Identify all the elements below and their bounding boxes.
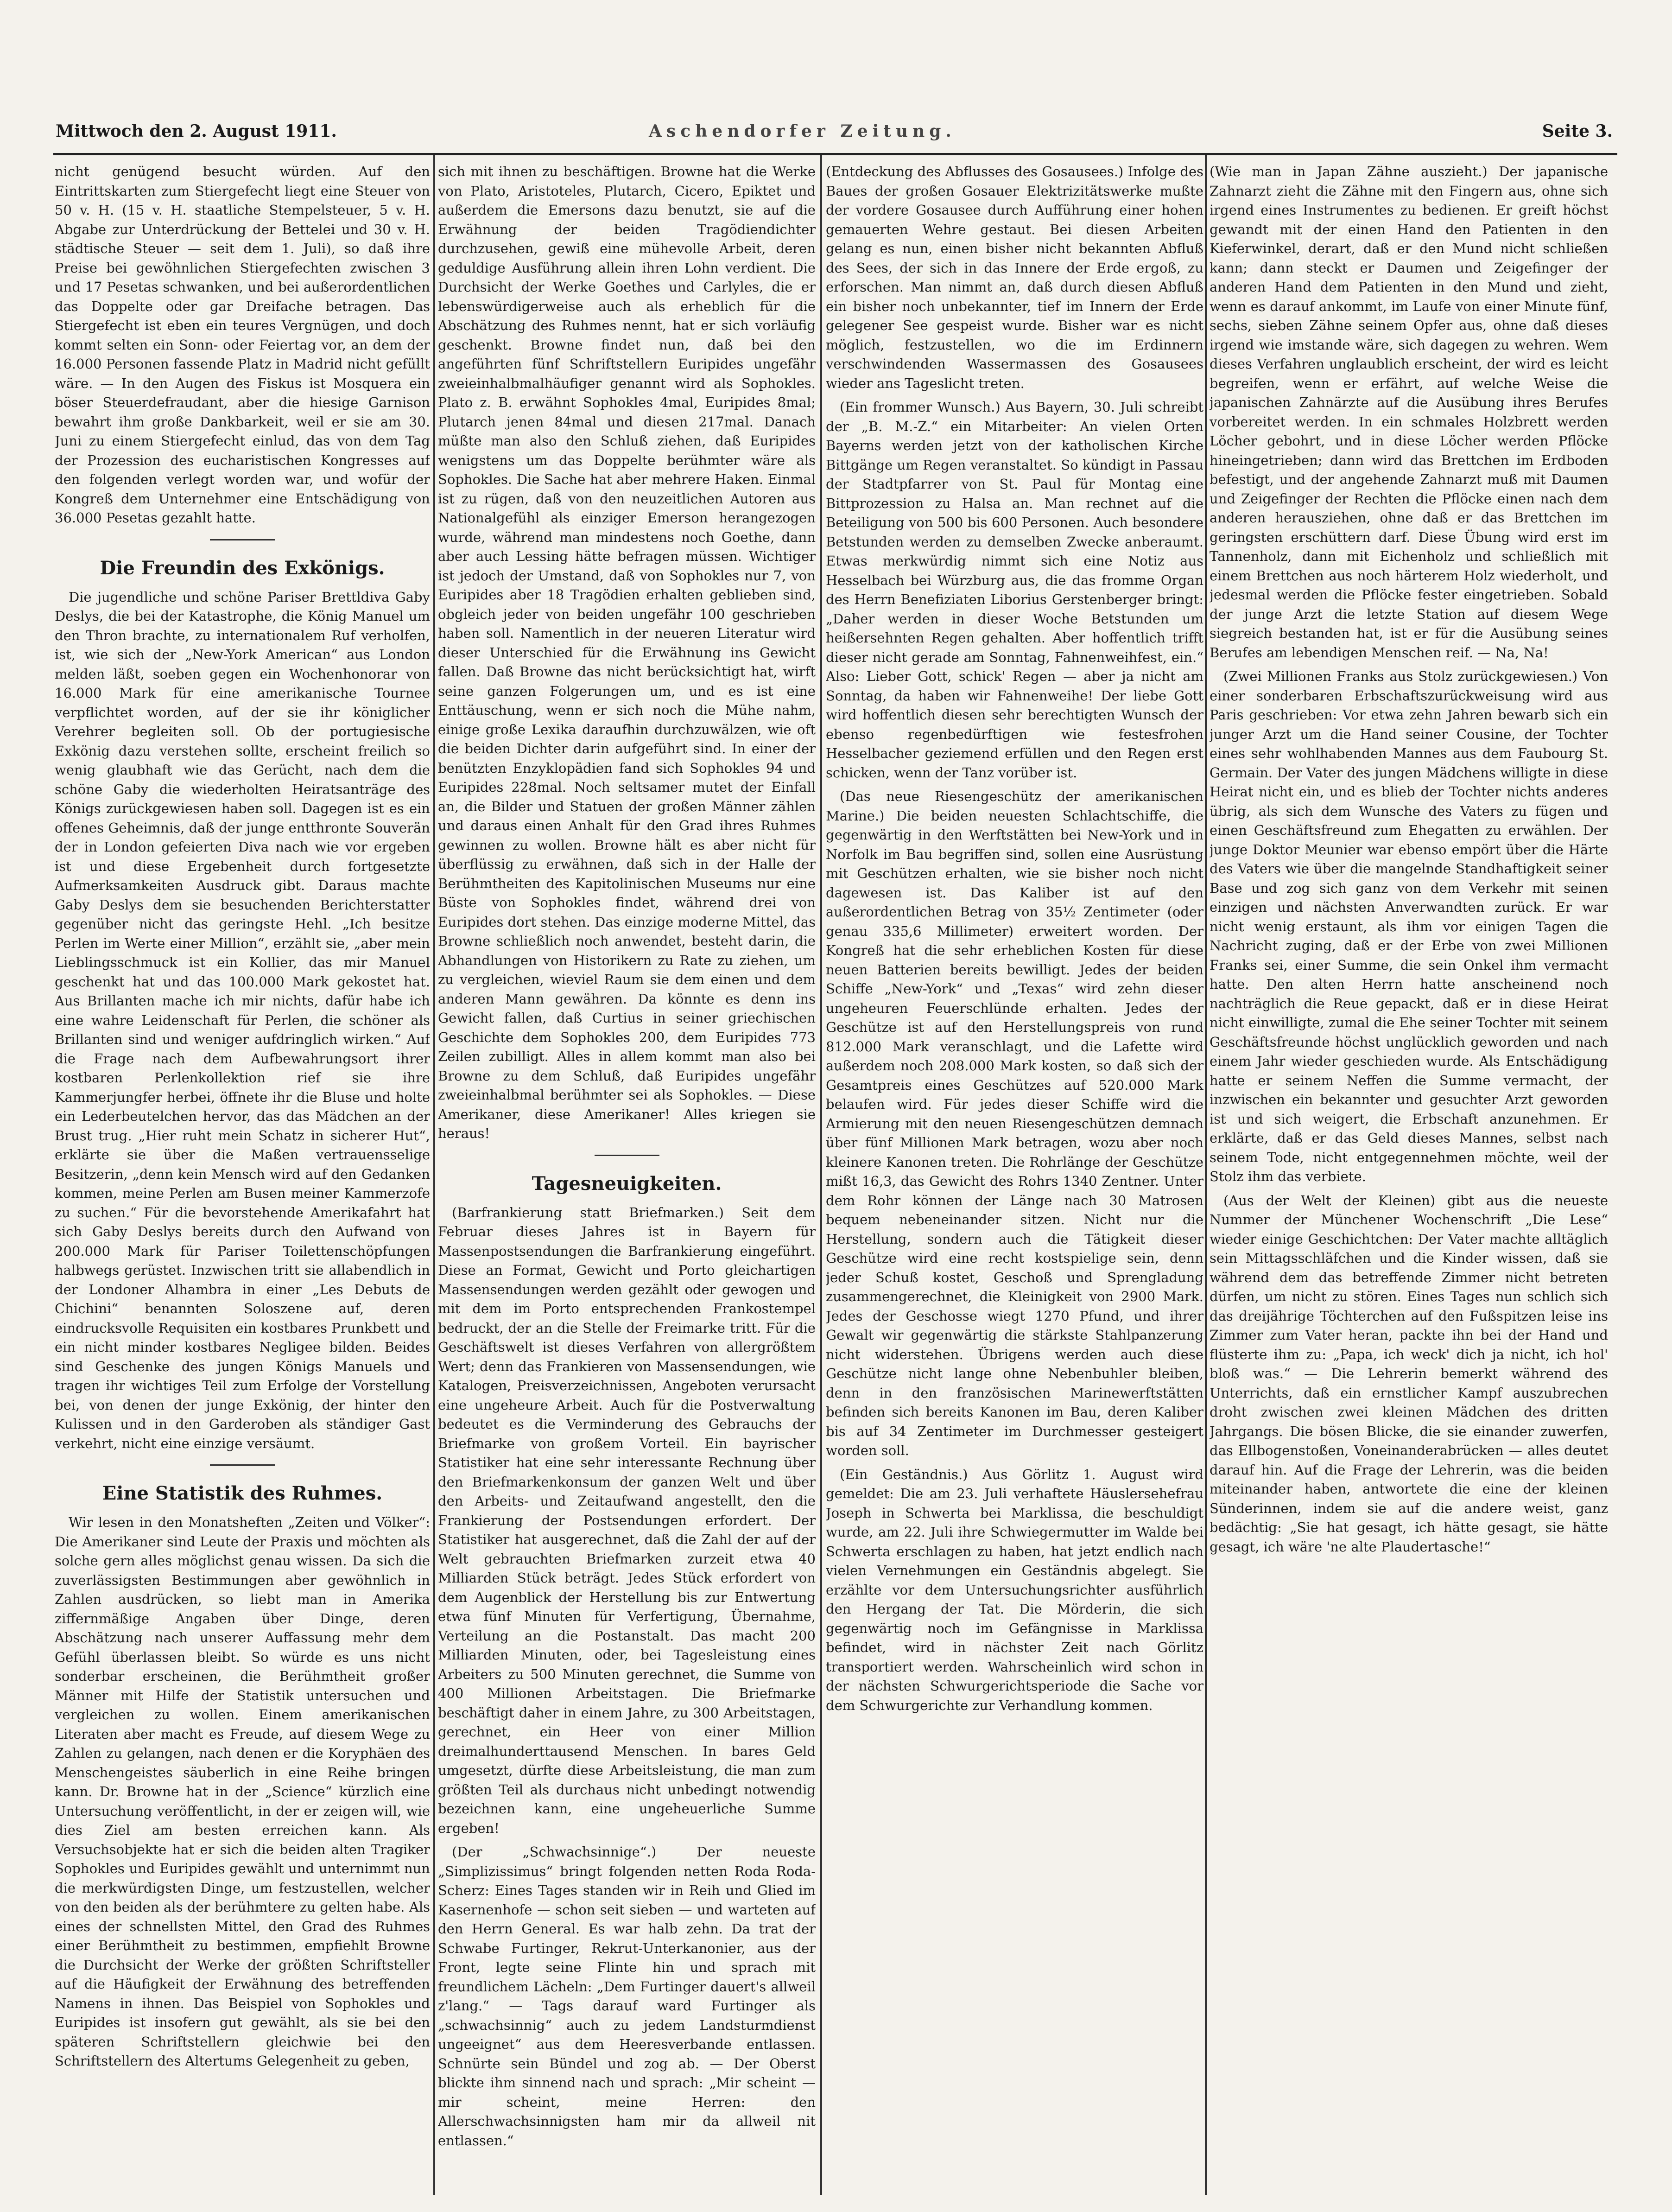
article-separator <box>595 1155 659 1156</box>
page-header <box>56 121 1613 149</box>
article-giant-gun: (Das neue Riesengeschütz der amerikanischen Marine.) Die beiden neuesten Schlachtschiffe, die gegenwärtig in den Werftstätten bei New-York und in Norfolk im Bau begriffen sind, sollen eine Ausrüstung mit Geschützen erhalten, wie sie bisher noch nicht dagewesen ist. Das Kaliber ist auf den außerordentlichen Betrag von 35½ Zentimeter (oder genau 335,6 Millimeter) erweitert worden. Der Kongreß hat die sehr erheblichen Kosten für diese neuen Batterien bereits bewilligt. Jedes der beiden Schiffe „New-York“ und „Texas“ wird zehn dieser ungeheuren Feuerschlünde erhalten. Jedes der Geschütze ist auf den Herstellungspreis von rund 812.000 Mark veranschlagt, und die Lafette wird außerdem noch 208.000 Mark kosten, so daß sich der Gesamtpreis eines Geschützes auf 520.000 Mark belaufen wird. Für jedes dieser Schiffe wird die Armierung mit den neuen Riesengeschützen demnach über fünf Millionen Mark betragen, wozu aber noch kleinere Kanonen treten. Die Rohrlänge der Geschütze mißt 16,3, das Gewicht des Rohrs 1340 Zentner. Unter dem Rohr können der Länge nach 30 Matrosen bequem nebeneinander sitzen. Nicht nur die Herstellung, sondern auch die Tätigkeit dieser Geschütze wird eine recht kostspielige sein, denn jeder Schuß kostet, Geschoß und Sprengladung zusammengerechnet, die Kleinigkeit von 2900 Mark. Jedes der Geschosse wiegt 1270 Pfund, und ihrer Gewalt wir gegenwärtig die stärkste Stahlpanzerung nicht widerstehen. Übrigens werden auch diese Geschütze nicht lange ohne Nebenbuhler bleiben, denn in den französischen Marinewerftstätten befinden sich bereits Kanonen im Bau, deren Kaliber bis auf 34 Zentimeter im Durchmesser gesteigert worden soll. <box>826 788 1203 1458</box>
article-feeble-minded: (Der „Schwachsinnige“.) Der neueste „Simplizissimus“ bringt folgenden netten Roda Roda-Scherz: Eines Tages standen wir in Reih und Glied im Kasernenhofe — schon seit sieben — und warteten auf den Herrn General. Es war halb zehn. Da trat der Schwabe Furtinger, Rekrut-Unterkanonier, aus der Front, legte seine Flinte hin und sprach mit freundlichem Lächeln: „Dem Furtinger dauert's allweil z'lang.“ — Tags darauf ward Furtinger als „schwachsinnig“ auch zu jedem Landsturmdienst ungeeignet“ aus dem Heeresverbande entlassen. Schnürte sein Bündel und zog ab. — Der Oberst blickte ihm sinnend nach und sprach: „Mir scheint — mir scheint, meine Herren: den Allerschwachsinnigsten ham mir da allweil nit entlassen.“ <box>438 1844 816 2148</box>
column-4 <box>1210 162 1608 2193</box>
headline-fame-statistics: Eine Statistik des Ruhmes. <box>102 1482 383 1504</box>
column-2 <box>438 162 816 2193</box>
article-fame-statistics: Wir lesen in den Monatsheften „Zeiten und Völker“: Die Amerikaner sind Leute der Praxis und möchten als solche gern alles möglichst genau wissen. Da sich die zuverlässigsten Bestimmungen aber gewöhnlich in Zahlen ausdrücken, so liebt man in Amerika ziffernmäßige Angaben über Dinge, deren Abschätzung nach unserer Auffassung mehr dem Gefühl überlassen bleibt. So würde es uns nicht sonderbar erscheinen, die Berühmtheit großer Männer mit Hilfe der Statistik untersuchen und vergleichen zu wollen. Einem amerikanischen Literaten aber macht es Freude, auf diesem Wege zu Zahlen zu gelangen, nach denen er die Koryphäen des Menschengeistes säuberlich in eine Reihe bringen kann. Dr. Browne hat in der „Science“ kürzlich eine Untersuchung veröffentlicht, in der er zeigen will, wie dies Ziel am besten erreichen kann. Als Versuchsobjekte hat er sich die beiden alten Tragiker Sophokles und Euripides gewählt und unternimmt nun die merkwürdigsten Dinge, um festzustellen, welcher von den beiden als der berühmtere zu gelten habe. Als eines der schnellsten Mittel, den Grad des Ruhmes einer Berühmtheit zu bestimmen, empfiehlt Browne die Durchsicht der Werke der größten Schriftsteller auf die Häufigkeit der Erwähnung des betreffenden Namens in ihnen. Das Beispiel von Sophokles und Euripides ist insofern gut gewählt, als sie bei den späteren Schriftstellern gleichwie bei den Schriftstellern des Altertums Gelegenheit zu geben, <box>55 1514 430 2069</box>
article-gosau-lake: (Entdeckung des Abflusses des Gosausees.) Infolge des Baues der großen Gosauer Elektrizitätswerke mußte der vordere Gosausee durch Aufführung einer hohen gemauerten Wehre gestaut. Bei diesen Arbeiten gelang es nun, einen bisher nicht bekannten Abfluß des Sees, der sich in das Innere der Erde ergoß, zu erforschen. Man nimmt an, daß durch diesen Abfluß ein bisher noch unbekannter, tief im Innern der Erde gelegener See gespeist wurde. Bisher war es nicht möglich, festzustellen, wo die im Erdinnern verschwindenden Wassermassen des Gosausees wieder ans Tageslicht treten. <box>826 164 1203 391</box>
article-little-ones: (Aus der Welt der Kleinen) gibt aus die neueste Nummer der Münchener Wochenschrift „Die Lese“ wieder einige Geschichtchen: Der Vater machte alltäglich sein Mittagsschläfchen und die Kinder wissen, daß sie während dem das betreffende Zimmer nicht betreten dürfen, um nicht zu stören. Eines Tages nun schlich sich das dreijährige Töchterchen auf den Fußspitzen leise ins Zimmer zum Vater heran, packte ihn bei der Hand und flüsterte ihm zu: „Papa, ich weck' dich ja nicht, ich hol' bloß was.“ — Die Lehrerin bemerkt während des Unterrichts, daß ein ernstlicher Kampf auszubrechen droht zwischen zwei kleinen Mädchen des dritten Jahrgangs. Die bösen Blicke, die sie einander zuwerfen, das Ellbogenstoßen, Voneinanderabrücken — alles deutet darauf hin. Auf die Frage der Lehrerin, was die beiden miteinander haben, antwortete die eine der kleinen Sünderinnen, indem sie auf die andere weist, ganz bedächtig: „Sie hat gesagt, ich hätte gesagt, sie hätte gesagt, ich wäre 'ne alte Plaudertasche!“ <box>1210 1192 1608 1555</box>
article-ex-king: Die jugendliche und schöne Pariser Brettldiva Gaby Deslys, die bei der Katastrophe, die König Manuel um den Thron brachte, zu internationalem Ruf verholfen, ist, wie sich der „New-York American“ aus London melden läßt, soeben gegen ein Wochenhonorar von 16.000 Mark für eine amerikanische Tournee verpflichtet worden, auf der sie ihr königlicher Verehrer begleiten soll. Ob der portugiesische Exkönig dazu verstehen sollte, erscheint freilich so wenig glaubhaft wie das Gerücht, nach dem die schöne Gaby die wiederholten Heiratsanträge des Königs zurückgewiesen haben soll. Dagegen ist es ein offenes Geheimnis, daß der junge entthronte Souverän der in London gefeierten Diva nach wie vor ergeben ist und diese Ergebenheit durch fortgesetzte Aufmerksamkeiten Ausdruck gibt. Daraus machte Gaby Deslys dem sie besuchenden Berichterstatter gegenüber nicht das geringste Hehl. „Ich besitze Perlen im Werte einer Million“, erzählt sie, „aber mein Lieblingsschmuck ist ein Kollier, das mir Manuel geschenkt hat und das 100.000 Mark gekostet hat. Aus Brillanten mache ich mir nichts, dafür habe ich eine wahre Leidenschaft für Perlen, die schöner als Brillanten sind und weniger aufdringlich wirken.“ Auf die Frage nach dem Aufbewahrungsort ihrer kostbaren Perlenkollektion rief sie ihre Kammerjungfer herbei, öffnete ihr die Bluse und holte ein Lederbeutelchen hervor, das das Mädchen an der Brust trug. „Hier ruht mein Schatz in sicherer Hut“, erklärte sie über die Maßen vertrauensselige Besitzerin, „denn kein Mensch wird auf den Gedanken kommen, meine Perlen am Busen meiner Kammerzofe zu suchen.“ Für die bevorstehende Amerikafahrt hat sich Gaby Deslys bereits durch den Aufwand von 200.000 Mark für Pariser Toilettenschöpfungen halbwegs gerüstet. Inzwischen tritt sie allabendlich in der Londoner Alhambra in einer „Les Debuts de Chichini“ benannten Soloszene auf, deren eindrucksvolle Requisiten ein kostbares Prunkbett und ein nicht minder kostbares Negligee bilden. Beides sind Geschenke des jungen Königs Manuels und tragen ihr wichtiges Teil zum Erfolge der Vorstellung bei, von denen der junge Exkönig, der hinter den Kulissen und in den Garderoben als ständiger Gast verkehrt, nicht eine einzige versäumt. <box>55 589 430 1451</box>
article-pious-wish: (Ein frommer Wunsch.) Aus Bayern, 30. Juli schreibt der „B. M.-Z.“ ein Mitarbeiter: An vielen Orten Bayerns werden jetzt von der katholischen Kirche Bittgänge um Regen veranstaltet. So kündigt in Passau der Stadtpfarrer von St. Paul für Montag eine Bittprozession zu Halsa an. Man rechnet auf die Beteiligung von 500 bis 600 Personen. Auch besondere Betstunden werden zu demselben Zwecke anberaumt. Etwas merkwürdig nimmt sich eine Notiz aus Hesselbach bei Würzburg aus, die das fromme Organ des Herrn Benefiziaten Liborius Gerstenberger bringt: „Daher werden in dieser Woche Betstunden um heißersehnten Regen gehalten. Aber hoffentlich trifft dieser nicht gerade am Sonntag, Fahnenweihfest, ein.“ Also: Lieber Gott, schick' Regen — aber ja nicht am Sonntag, da haben wir Fahnenweihe! Der liebe Gott wird hoffentlich diesen sehr berechtigten Wunsch der ebenso regenbedürftigen wie festesfrohen Hesselbacher geziemend erfüllen und den Regen erst schicken, wenn der Tanz vorüber ist. <box>826 399 1203 781</box>
article-japan-teeth: (Wie man in Japan Zähne auszieht.) Der japanische Zahnarzt zieht die Zähne mit den Fingern aus, ohne sich irgend eines Instrumentes zu bedienen. Er greift höchst gewandt mit der einen Hand den Patienten in den Kieferwinkel, derart, daß er den Mund nicht schließen kann; dann steckt er Daumen und Zeigefinger der anderen Hand dem Patienten in den Mund und zieht, wenn es darauf ankommt, im Laufe von einer Minute fünf, sechs, sieben Zähne seinem Opfer aus, ohne daß dieses irgend wie imstande wäre, sich dagegen zu wehren. Wem dieses Verfahren unglaublich erscheint, der wird es leicht begreifen, wenn er erfährt, auf welche Weise die japanischen Zahnärzte auf die Ausübung ihres Berufes vorbereitet werden. In ein schmales Holzbrett werden Löcher gebohrt, und in diese Löcher werden Pflöcke hineingetrieben; dann wird das Brettchen im Erdboden befestigt, und der angehende Zahnarzt muß mit Daumen und Zeigefinger der Rechten die Pflöcke einen nach dem anderen herausziehen, ohne daß er das Brettchen im geringsten erschüttern darf. Diese Übung wird erst im Tannenholz, dann mit Eichenholz und schließlich mit einem Brettchen aus noch härterem Holz wiederholt, und jedesmal werden die Pflöcke fester eingetrieben. Sobald der junge Arzt die letzte Station auf diesem Wege siegreich bestanden hat, ist er für die Ausübung seines Berufes am lebendigen Menschen reif. — Na, Na! <box>1210 164 1608 661</box>
article-two-million-francs: (Zwei Millionen Franks aus Stolz zurückgewiesen.) Von einer sonderbaren Erbschaftszurückweisung wird aus Paris geschrieben: Vor etwa zehn Jahren bewarb sich ein junger Arzt um die Hand seiner Cousine, der Tochter eines sehr wohlhabenden Mannes aus dem Faubourg St. Germain. Der Vater des jungen Mädchens willigte in diese Heirat nicht ein, und es blieb der Tochter nichts anderes übrig, als sich dem Wunsche des Vaters zu fügen und einen Geschäftsfreund zum Ehegatten zu erwählen. Der junge Doktor Meunier war ebenso empört über die Härte des Vaters wie über die mangelnde Standhaftigkeit seiner Base und zog sich ganz von dem Verkehr mit seinen einzigen und nächsten Anverwandten zurück. Er war nicht wenig erstaunt, als ihm vor einigen Tagen die Nachricht zuging, daß er der Erbe von zwei Millionen Franks sei, einer Summe, die sein Onkel ihm vermacht hatte. Den alten Herrn hatte anscheinend noch nachträglich die Reue gepackt, daß er in diese Heirat nicht einwilligte, zumal die Ehe seiner Tochter mit seinem Geschäftsfreunde höchst unglücklich geworden und nach einem Jahr wieder geschieden wurde. Als Entschädigung hatte er seinem Neffen die Summe vermacht, der inzwischen ein bekannter und gesuchter Arzt geworden ist und sich weigert, die Erbschaft anzunehmen. Er erklärte, daß er das Geld dieses Mannes, selbst nach seinem Tode, nicht entgegennehmen möchte, weil der Stolz ihm das verbiete. <box>1210 668 1608 1184</box>
column-divider <box>1205 155 1207 2195</box>
headline-ex-king: Die Freundin des Exkönigs. <box>100 557 385 579</box>
column-3 <box>826 162 1203 2193</box>
header-masthead: Aschendorfer Zeitung. <box>649 121 956 141</box>
headline-daily-news: Tagesneuigkeiten. <box>532 1172 722 1195</box>
article-stamps: (Barfrankierung statt Briefmarken.) Seit dem Februar dieses Jahres ist in Bayern für Massenpostsendungen die Barfrankierung eingeführt. Diese an Format, Gewicht und Porto gleichartigen Massensendungen werden gezählt oder gewogen und mit dem im Porto entsprechenden Frankostempel bedruckt, der an die Stelle der Freimarke tritt. Für die Geschäftswelt ist dieses Verfahren von allergrößtem Wert; denn das Frankieren von Massensendungen, wie Katalogen, Preisverzeichnissen, Angeboten verursacht eine ungeheure Arbeit. Auch für die Postverwaltung bedeutet es die Verminderung des Gebrauchs der Briefmarke von großem Vorteil. Ein bayrischer Statistiker hat eine sehr interessante Rechnung über den Briefmarkenkonsum der ganzen Welt und über den Arbeits- und Zeitaufwand angestellt, den die Frankierung der Postsendungen erfordert. Der Statistiker hat ausgerechnet, daß die Zahl der auf der Welt gebrauchten Briefmarken zurzeit etwa 40 Milliarden Stück beträgt. Jedes Stück erfordert von dem Augenblick der Herstellung bis zur Entwertung etwa fünf Minuten für Verfertigung, Übernahme, Verteilung an die Postanstalt. Das macht 200 Milliarden Minuten, oder, bei Tagesleistung eines Arbeiters zu 500 Minuten gerechnet, die Summe von 400 Millionen Arbeitstagen. Die Briefmarke beschäftigt daher in einem Jahre, zu 300 Arbeitstagen, gerechnet, ein Heer von einer Million dreimalhunderttausend Menschen. In bares Geld umgesetzt, dürfte diese Arbeitsleistung, die man zum größten Teil als durchaus nicht unbedingt notwendig bezeichnen kann, eine ungeheuerliche Summe ergeben! <box>438 1204 816 1836</box>
column-1 <box>55 162 430 2193</box>
header-page-number: Seite 3. <box>1542 121 1613 141</box>
header-rule <box>53 153 1617 155</box>
article-confession: (Ein Geständnis.) Aus Görlitz 1. August wird gemeldet: Die am 23. Juli verhaftete Häuslersehefrau Joseph in Schwerta bei Marklissa, die beschuldigt wurde, am 22. Juli ihre Schwiegermutter im Walde bei Schwerta erschlagen zu haben, hat jetzt endlich nach vielen Vernehmungen ein Geständnis abgelegt. Sie erzählte vor dem Untersuchungsrichter ausführlich den Hergang der Tat. Die Mörderin, die sich gegenwärtig noch im Gefängnisse in Marklissa befindet, wird in nächster Zeit nach Görlitz transportiert werden. Wahrscheinlich wird schon in der nächsten Schwurgerichtsperiode die Sache vor dem Schwurgerichte zur Verhandlung kommen. <box>826 1466 1203 1713</box>
column-divider <box>820 155 822 2195</box>
column-divider <box>433 155 435 2195</box>
header-date: Mittwoch den 2. August 1911. <box>56 121 337 141</box>
article-separator <box>210 539 275 540</box>
article-bullfight-tax: nicht genügend besucht würden. Auf den Eintrittskarten zum Stiergefecht liegt eine Steuer von 50 v. H. (15 v. H. staatliche Stempelsteuer, 5 v. H. Abgabe zur Unterdrückung der Bettelei und 30 v. H. städtische Steuer — seit dem 1. Juli), so daß ihre Preise bei gewöhnlichen Stiergefechten zwischen 3 und 17 Pesetas schwanken, und bei außerordentlichen das Doppelte oder gar Dreifache betragen. Das Stiergefecht ist eben ein teures Vergnügen, und doch kommt selten ein Sonn- oder Feiertag vor, an dem der 16.000 Personen fassende Platz in Madrid nicht gefüllt wäre. — In den Augen des Fiskus ist Mosquera ein böser Steuerdefraudant, aber die hiesige Garnison bewahrt ihm große Dankbarkeit, weil er sie am 30. Juni zu einem Stiergefecht einlud, das von dem Tag der Prozession des eucharistischen Kongresses auf den folgenden verlegt worden war, und wofür der Kongreß dem Unternehmer eine Entschädigung von 36.000 Pesetas gezahlt hatte. <box>55 164 430 526</box>
article-separator <box>210 1464 275 1466</box>
article-fame-statistics-cont: sich mit ihnen zu beschäftigen. Browne hat die Werke von Plato, Aristoteles, Plutarch, Cicero, Epiktet und außerdem die Emersons dazu benutzt, sie auf die Erwähnung der beiden Tragödiendichter durchzusehen, gewiß eine mühevolle Arbeit, deren geduldige Ausführung allein ihren Lohn verdient. Die Durchsicht der Werke Goethes und Carlyles, die er lebenswürdigerweise auch als erheblich für die Abschätzung des Ruhmes nennt, hat er sich vorläufig geschenkt. Browne findet nun, daß bei den angeführten fünf Schriftstellern Euripides ungefähr zweieinhalbmalhäufiger genannt wird als Sophokles. Plato z. B. erwähnt Sophokles 4mal, Euripides 8mal; Plutarch jenen 84mal und diesen 217mal. Danach müßte man also den Schluß ziehen, daß Euripides wenigstens um das Doppelte berühmter wäre als Sophokles. Die Sache hat aber mehrere Haken. Einmal ist zu rügen, daß von den neuzeitlichen Autoren aus Nationalgefühl als einziger Emerson herangezogen wurde, während man mindestens noch Goethe, dann aber auch Lessing hätte befragen müssen. Wichtiger ist jedoch der Umstand, daß von Sophokles nur 7, von Euripides aber 18 Tragödien erhalten geblieben sind, obgleich jeder von beiden ungefähr 100 geschrieben haben soll. Namentlich in der neueren Literatur wird dieser Unterschied für die Erwähnung ins Gewicht fallen. Daß Browne das nicht berücksichtigt hat, wirft seine ganzen Folgerungen um, und es ist eine Enttäuschung, wenn er sich noch die Mühe nahm, einige große Lexika daraufhin durchzuwälzen, wie oft die beiden Dichter darin aufgeführt sind. In einer der benützten Enzyklopädien fand sich Sophokles 94 und Euripides 228mal. Noch seltsamer mutet der Einfall an, die Bilder und Statuen der großen Männer zählen und daraus einen Anhalt für den Grad ihres Ruhmes gewinnen zu wollen. Browne hält es aber nicht für überflüssig zu erwähnen, daß sich in der Halle der Berühmtheiten des Kapitolinischen Museums nur eine Büste von Sophokles findet, während drei von Euripides dort stehen. Das einzige moderne Mittel, das Browne schließlich noch anwendet, besteht darin, die Abhandlungen von Historikern zu Rate zu ziehen, um zu vergleichen, wieviel Raum sie dem einen und dem anderen Mann gewähren. Da könnte es denn ins Gewicht fallen, daß Curtius in seiner griechischen Geschichte dem Sophokles 200, dem Euripides 773 Zeilen zubilligt. Alles in allem kommt man also bei Browne zu dem Schluß, daß Euripides ungefähr zweieinhalbmal berühmter sei als Sophokles. — Diese Amerikaner, diese Amerikaner! Alles kriegen sie heraus! <box>438 164 816 1141</box>
